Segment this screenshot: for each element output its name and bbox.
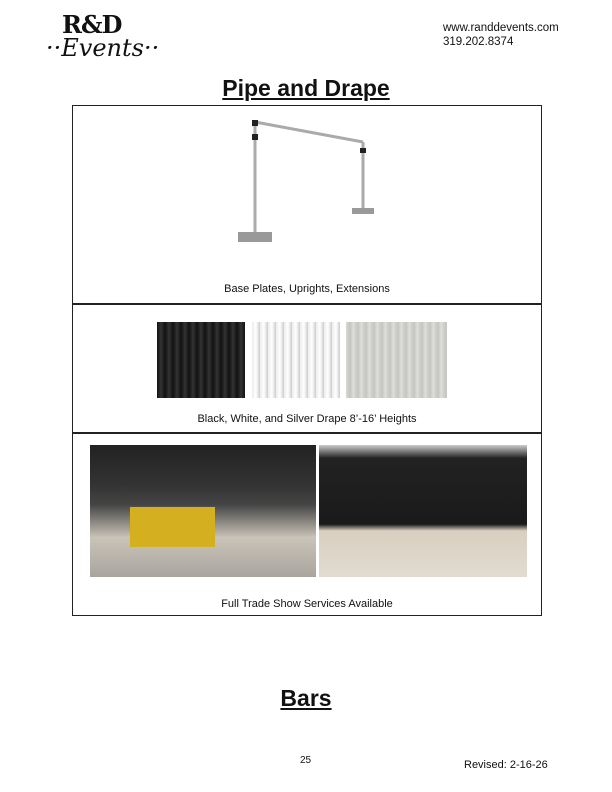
trade-show-photo-2 — [319, 445, 527, 577]
black-drape-image — [157, 322, 245, 398]
caption-drapes: Black, White, and Silver Drape 8’-16’ Heights — [197, 413, 417, 425]
trade-show-photo-1 — [90, 445, 316, 577]
caption-hardware: Base Plates, Uprights, Extensions — [224, 283, 390, 295]
revised-date: Revised: 2-16-26 — [464, 759, 548, 771]
logo: R&D — [62, 10, 122, 39]
yellow-table — [130, 507, 215, 547]
page-number: 25 — [300, 755, 312, 766]
pipe-stand-image — [230, 112, 375, 248]
section-title-pipe-drape: Pipe and Drape — [222, 75, 390, 101]
website-link[interactable]: www.randdevents.com — [443, 22, 559, 34]
phone-number: 319.202.8374 — [443, 36, 514, 48]
logo-events: ··Events·· — [46, 34, 160, 62]
silver-drape-image — [346, 322, 447, 398]
row-divider — [72, 303, 542, 305]
row-divider — [72, 432, 542, 434]
white-drape-image — [252, 322, 340, 398]
section-title-bars: Bars — [280, 685, 332, 711]
caption-trade-show: Full Trade Show Services Available — [221, 598, 393, 610]
